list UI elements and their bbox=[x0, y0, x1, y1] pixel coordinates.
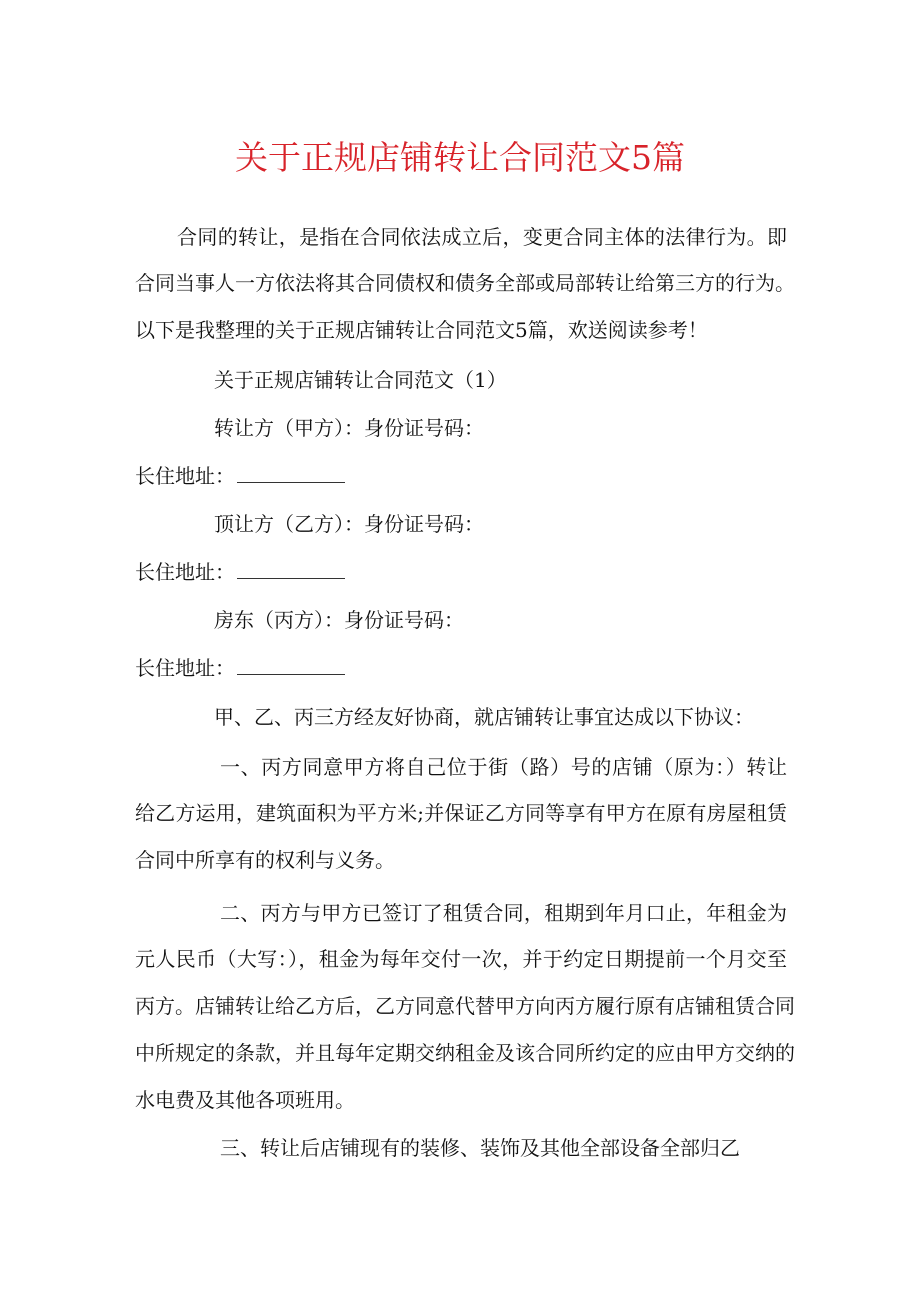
clause-1-line-1: 一、丙方同意甲方将自己位于街（路）号的店铺（原为：）转让 bbox=[220, 755, 787, 779]
address-blank bbox=[237, 656, 345, 675]
clause-1-line-3: 合同中所享有的权利与义务。 bbox=[135, 848, 395, 872]
party-c-id: 房东（丙方）：身份证号码： bbox=[214, 608, 464, 632]
intro-line-1: 合同的转让，是指在合同依法成立后，变更合同主体的法律行为。即 bbox=[177, 225, 787, 249]
clause-2-line-2: 元人民币（大写：），租金为每年交付一次，并于约定日期提前一个月交至 bbox=[135, 947, 787, 971]
party-a-address bbox=[135, 461, 345, 491]
address-label: 长住地址： bbox=[135, 656, 235, 680]
address-label: 长住地址： bbox=[135, 464, 235, 488]
clause-2-line-5: 水电费及其他各项班用。 bbox=[135, 1088, 355, 1112]
agreement-intro: 甲、乙、丙三方经友好协商，就店铺转让事宜达成以下协议： bbox=[214, 705, 754, 729]
party-c-address bbox=[135, 653, 345, 683]
intro-line-2: 合同当事人一方依法将其合同债权和债务全部或局部转让给第三方的行为。 bbox=[135, 271, 795, 295]
section-title: 关于正规店铺转让合同范文（1） bbox=[214, 368, 507, 392]
address-blank bbox=[237, 560, 345, 579]
clause-2-line-3: 丙方。店铺转让给乙方后，乙方同意代替甲方向丙方履行原有店铺租赁合同 bbox=[135, 994, 795, 1018]
intro-line-3: 以下是我整理的关于正规店铺转让合同范文5篇，欢送阅读参考！ bbox=[135, 318, 708, 342]
address-blank bbox=[237, 464, 345, 483]
party-b-address bbox=[135, 557, 345, 587]
clause-2-line-1: 二、丙方与甲方已签订了租赁合同，租期到年月口止，年租金为 bbox=[220, 901, 787, 925]
clause-1-line-2: 给乙方运用，建筑面积为平方米;并保证乙方同等享有甲方在原有房屋租赁 bbox=[135, 801, 787, 825]
document-title: 关于正规店铺转让合同范文5篇 bbox=[235, 138, 685, 177]
party-b-id: 顶让方（乙方）：身份证号码： bbox=[214, 512, 484, 536]
clause-3-line-1: 三、转让后店铺现有的装修、装饰及其他全部设备全部归乙 bbox=[220, 1136, 740, 1160]
party-a-id: 转让方（甲方）：身份证号码： bbox=[214, 416, 484, 440]
clause-2-line-4: 中所规定的条款，并且每年定期交纳租金及该合同所约定的应由甲方交纳的 bbox=[135, 1041, 795, 1065]
address-label: 长住地址： bbox=[135, 560, 235, 584]
